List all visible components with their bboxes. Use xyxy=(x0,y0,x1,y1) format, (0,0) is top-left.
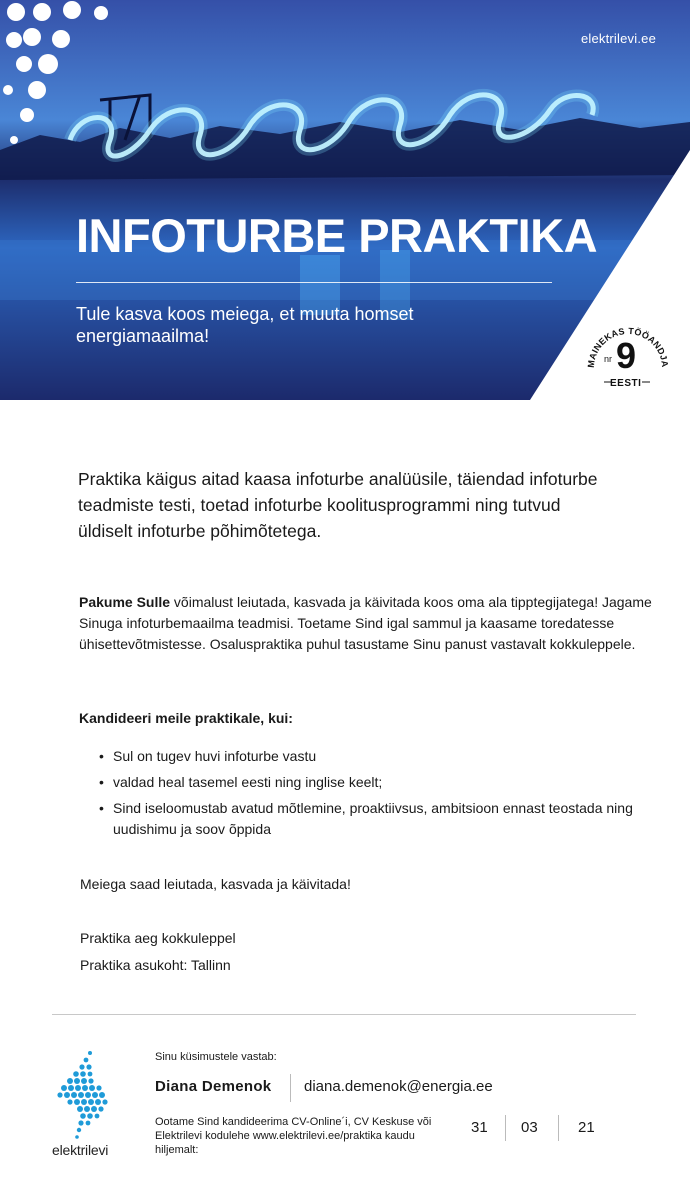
motto-text: Meiega saad leiutada, kasvada ja käivitada! xyxy=(80,876,351,892)
hero-subtitle: Tule kasva koos meiega, et muuta homset energiamaailma! xyxy=(76,304,414,346)
intro-paragraph: Praktika käigus aitad kaasa infoturbe analüüsile, täiendad infoturbe teadmiste testi, toetad infoturbe koolitusprogrammi ning tutvud üldiselt infoturbe põhimõtetega. xyxy=(78,469,598,541)
list-item: • Sul on tugev huvi infoturbe vastu xyxy=(79,746,639,767)
logo-wordmark: elektrilevi xyxy=(52,1142,109,1158)
requirements-title: Kandideeri meile praktikale, kui: xyxy=(79,710,293,726)
title-underline xyxy=(76,282,552,283)
employer-award-badge xyxy=(584,316,674,400)
internship-time: Praktika aeg kokkuleppel xyxy=(80,930,236,946)
offer-paragraph xyxy=(79,592,659,655)
list-item: • Sind iseloomustab avatud mõtlemine, proaktiivsus, ambitsioon ennast teostada ning uudishimu ja soov õppida xyxy=(79,798,639,840)
offer-lead: Pakume Sulle xyxy=(79,594,171,610)
contact-label: Sinu küsimustele vastab: xyxy=(155,1051,277,1063)
footer-divider xyxy=(52,1014,636,1015)
contact-name: Diana Demenok xyxy=(155,1078,272,1095)
deadline-day: 31 xyxy=(471,1119,488,1136)
deadline-month: 03 xyxy=(521,1119,538,1136)
internship-location: Praktika asukoht: Tallinn xyxy=(80,957,231,973)
badge-country: EESTI xyxy=(610,378,642,389)
page-title: INFOTURBE PRAKTIKA xyxy=(76,209,598,262)
contact-separator xyxy=(290,1074,291,1102)
deadline-year: 21 xyxy=(578,1119,595,1136)
list-item: • valdad heal tasemel eesti ning inglise keelt; xyxy=(79,772,639,793)
deadline-separator xyxy=(505,1115,506,1141)
hero-banner xyxy=(0,0,690,400)
badge-arc-text: MAINEKAS TÖÖANDJA xyxy=(585,325,671,369)
offer-text: võimalust leiutada, kasvada ja käivitada koos oma ala tipptegijatega! Jagame Sinuga infoturbemaailma teadmisi. Toetame Sind igal sammul ja kaasame toredatesse ühisettevõtmistesse. Osaluspraktika puhul tasustame Sinu panust vastavalt kokkuleppele. xyxy=(79,594,652,652)
site-link[interactable]: elektrilevi.ee xyxy=(580,31,656,46)
badge-rank: 9 xyxy=(616,335,637,376)
contact-email-link[interactable]: diana.demenok@energia.ee xyxy=(304,1078,493,1095)
deadline-separator xyxy=(558,1115,559,1141)
requirements-list xyxy=(79,746,639,845)
application-note: Ootame Sind kandideerima CV-Online´i, CV Keskuse või Elektrilevi kodulehe www.elektrilevi.ee/praktika kaudu hiljemalt: xyxy=(155,1116,432,1156)
badge-nr-label: nr xyxy=(604,354,613,364)
